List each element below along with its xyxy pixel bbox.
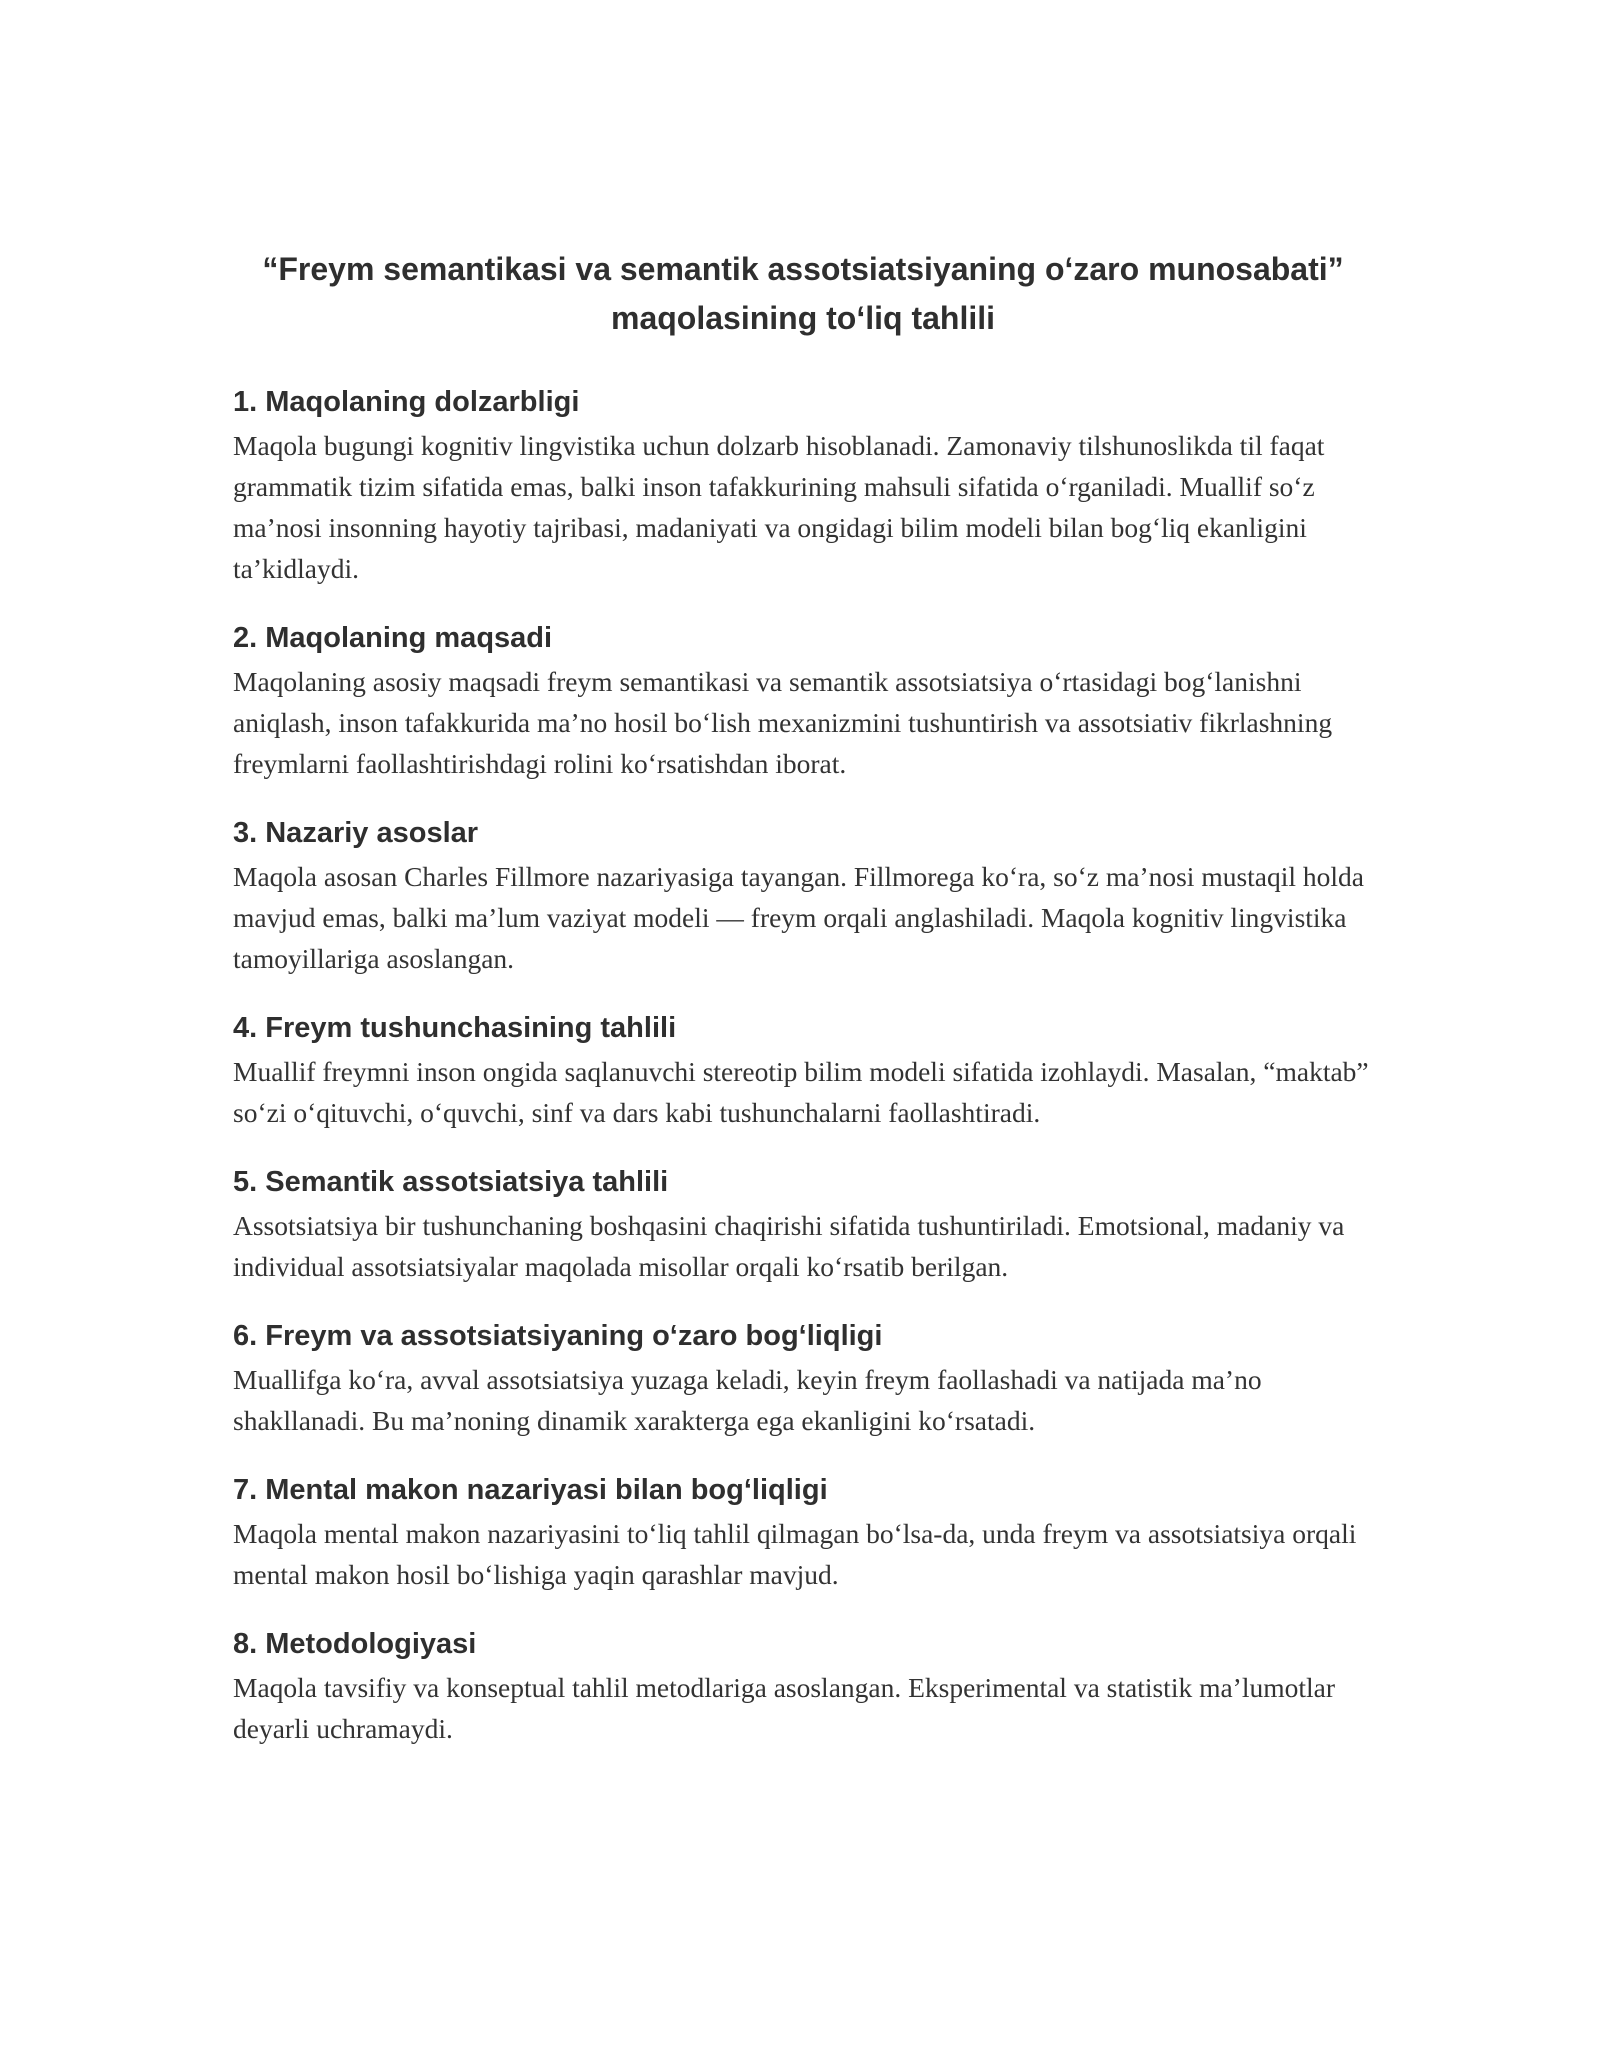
section-association-analysis: [233, 1161, 1373, 1287]
section-methodology: [233, 1623, 1373, 1749]
section-mental-space: [233, 1469, 1373, 1595]
section-heading: 4. Freym tushunchasining tahlili: [233, 1012, 677, 1044]
document-title-line-1: “Freym semantikasi va semantik assotsiatsiyaning o‘zaro munosabati”: [262, 251, 1344, 287]
section-heading: 2. Maqolaning maqsadi: [233, 622, 553, 654]
section-theoretical-basis: [233, 812, 1373, 979]
document-page: [233, 245, 1373, 1777]
section-frame-analysis: [233, 1007, 1373, 1133]
section-body: Assotsiatsiya bir tushunchaning boshqasini chaqirishi sifatida tushuntiriladi. Emotsional, madaniy va individual assotsiatsiyalar maqolada misollar orqali ko‘rsatib berilgan.: [233, 1210, 1345, 1282]
section-body: Maqola bugungi kognitiv lingvistika uchun dolzarb hisoblanadi. Zamonaviy tilshunoslikda til faqat grammatik tizim sifatida emas, balki inson tafakkurining mahsuli sifatida o‘rganiladi. Muallif so‘z ma’nosi insonning hayotiy tajribasi, madaniyati va ongidagi bilim modeli bilan bog‘liq ekanligini ta’kidlaydi.: [233, 430, 1325, 584]
section-heading: 6. Freym va assotsiatsiyaning o‘zaro bog‘liqligi: [233, 1320, 883, 1352]
section-body: Maqolaning asosiy maqsadi freym semantikasi va semantik assotsiatsiya o‘rtasidagi bog‘lanishni aniqlash, inson tafakkurida ma’no hosil bo‘lish mexanizmini tushuntirish va assotsiativ fikrlashning freymlarni faollashtirishdagi rolini ko‘rsatishdan iborat.: [233, 666, 1333, 779]
section-body: Maqola mental makon nazariyasini to‘liq tahlil qilmagan bo‘lsa-da, unda freym va assotsiatsiya orqali mental makon hosil bo‘lishiga yaqin qarashlar mavjud.: [233, 1518, 1357, 1590]
section-heading: 7. Mental makon nazariyasi bilan bog‘liqligi: [233, 1474, 828, 1506]
section-frame-association-relation: [233, 1315, 1373, 1441]
section-body: Muallifga ko‘ra, avval assotsiatsiya yuzaga keladi, keyin freym faollashadi va natijada ma’no shakllanadi. Bu ma’noning dinamik xarakterga ega ekanligini ko‘rsatadi.: [233, 1364, 1262, 1436]
section-body: Muallif freymni inson ongida saqlanuvchi stereotip bilim modeli sifatida izohlaydi. Masalan, “maktab” so‘zi o‘qituvchi, o‘quvchi, sinf va dars kabi tushunchalarni faollashtiradi.: [233, 1056, 1369, 1128]
section-body: Maqola asosan Charles Fillmore nazariyasiga tayangan. Fillmorega ko‘ra, so‘z ma’nosi mustaqil holda mavjud emas, balki ma’lum vaziyat modeli — freym orqali anglashiladi. Maqola kognitiv lingvistika tamoyillariga asoslangan.: [233, 861, 1365, 974]
section-heading: 8. Metodologiyasi: [233, 1628, 477, 1660]
section-relevance: [233, 381, 1373, 589]
section-body: Maqola tavsifiy va konseptual tahlil metodlariga asoslangan. Eksperimental va statistik ma’lumotlar deyarli uchramaydi.: [233, 1672, 1336, 1744]
section-heading: 5. Semantik assotsiatsiya tahlili: [233, 1166, 669, 1198]
section-purpose: [233, 617, 1373, 784]
document-title-line-2: maqolasining to‘liq tahlili: [610, 300, 995, 336]
section-heading: 1. Maqolaning dolzarbligi: [233, 386, 580, 418]
document-title: [233, 245, 1373, 343]
section-heading: 3. Nazariy asoslar: [233, 817, 479, 849]
